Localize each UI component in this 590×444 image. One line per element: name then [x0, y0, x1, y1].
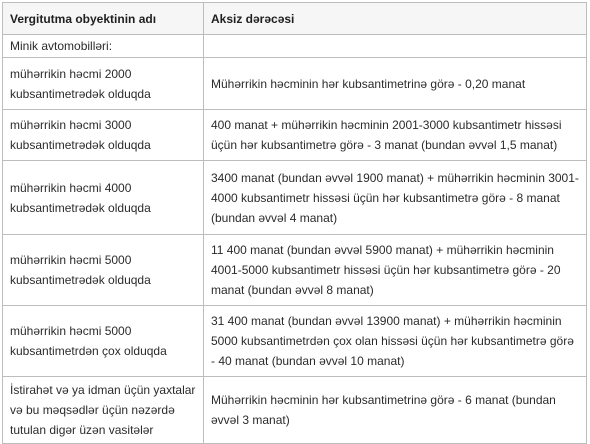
cell-object: mühərrikin həcmi 5000 kubsantimetrdən çox olduqda — [3, 306, 204, 377]
cell-object: mühərrikin həcmi 3000 kubsantimetrədək olduqda — [3, 110, 204, 161]
cell-rate: 400 manat + mühərrikin həcminin 2001-3000 kubsantimetr hissəsi üçün hər kubsantimetrə görə - 3 manat (bundan əvvəl 1,5 manat) — [204, 110, 587, 161]
table-row — [3, 58, 587, 110]
cell-rate: Mühərrikin həcminin hər kubsantimetrinə görə - 0,20 manat — [204, 58, 587, 110]
cell-rate — [204, 35, 587, 58]
cell-rate: Mühərrikin həcminin hər kubsantimetrinə görə - 6 manat (bundan əvvəl 3 manat) — [204, 377, 587, 444]
table-row — [3, 110, 587, 161]
cell-object: İstirahət və ya idman üçün yaxtalar və bu məqsədlər üçün nəzərdə tutulan digər üzən vasitələr — [3, 377, 204, 444]
cell-rate: 31 400 manat (bundan əvvəl 13900 manat) + mühərrikin həcminin 5000 kubsantimetrdən çox olan hissəsi üçün hər kubsantimetrə görə - 40 manat (bundan əvvəl 10 manat) — [204, 306, 587, 377]
table-row — [3, 306, 587, 377]
cell-object: mühərrikin həcmi 4000 kubsantimetrədək olduqda — [3, 161, 204, 235]
cell-object: Minik avtomobilləri: — [3, 35, 204, 58]
header-rate: Aksiz dərəcəsi — [204, 3, 587, 35]
cell-rate: 3400 manat (bundan əvvəl 1900 manat) + mühərrikin həcminin 3001-4000 kubsantimetr hissəsi üçün hər kubsantimetrə görə - 8 manat (bundan əvvəl 4 manat) — [204, 161, 587, 235]
cell-object: mühərrikin həcmi 5000 kubsantimetrədək olduqda — [3, 235, 204, 306]
cell-rate: 11 400 manat (bundan əvvəl 5900 manat) + mühərrikin həcminin 4001-5000 kubsantimetr hissəsi üçün hər kubsantimetrə görə - 20 manat (bundan əvvəl 8 manat) — [204, 235, 587, 306]
table-header-row — [3, 3, 587, 35]
cell-object: mühərrikin həcmi 2000 kubsantimetrədək olduqda — [3, 58, 204, 110]
table-row — [3, 161, 587, 235]
table-row — [3, 377, 587, 444]
header-object: Vergitutma obyektinin adı — [3, 3, 204, 35]
table-row — [3, 35, 587, 58]
excise-rate-table — [2, 2, 587, 444]
table-row — [3, 235, 587, 306]
